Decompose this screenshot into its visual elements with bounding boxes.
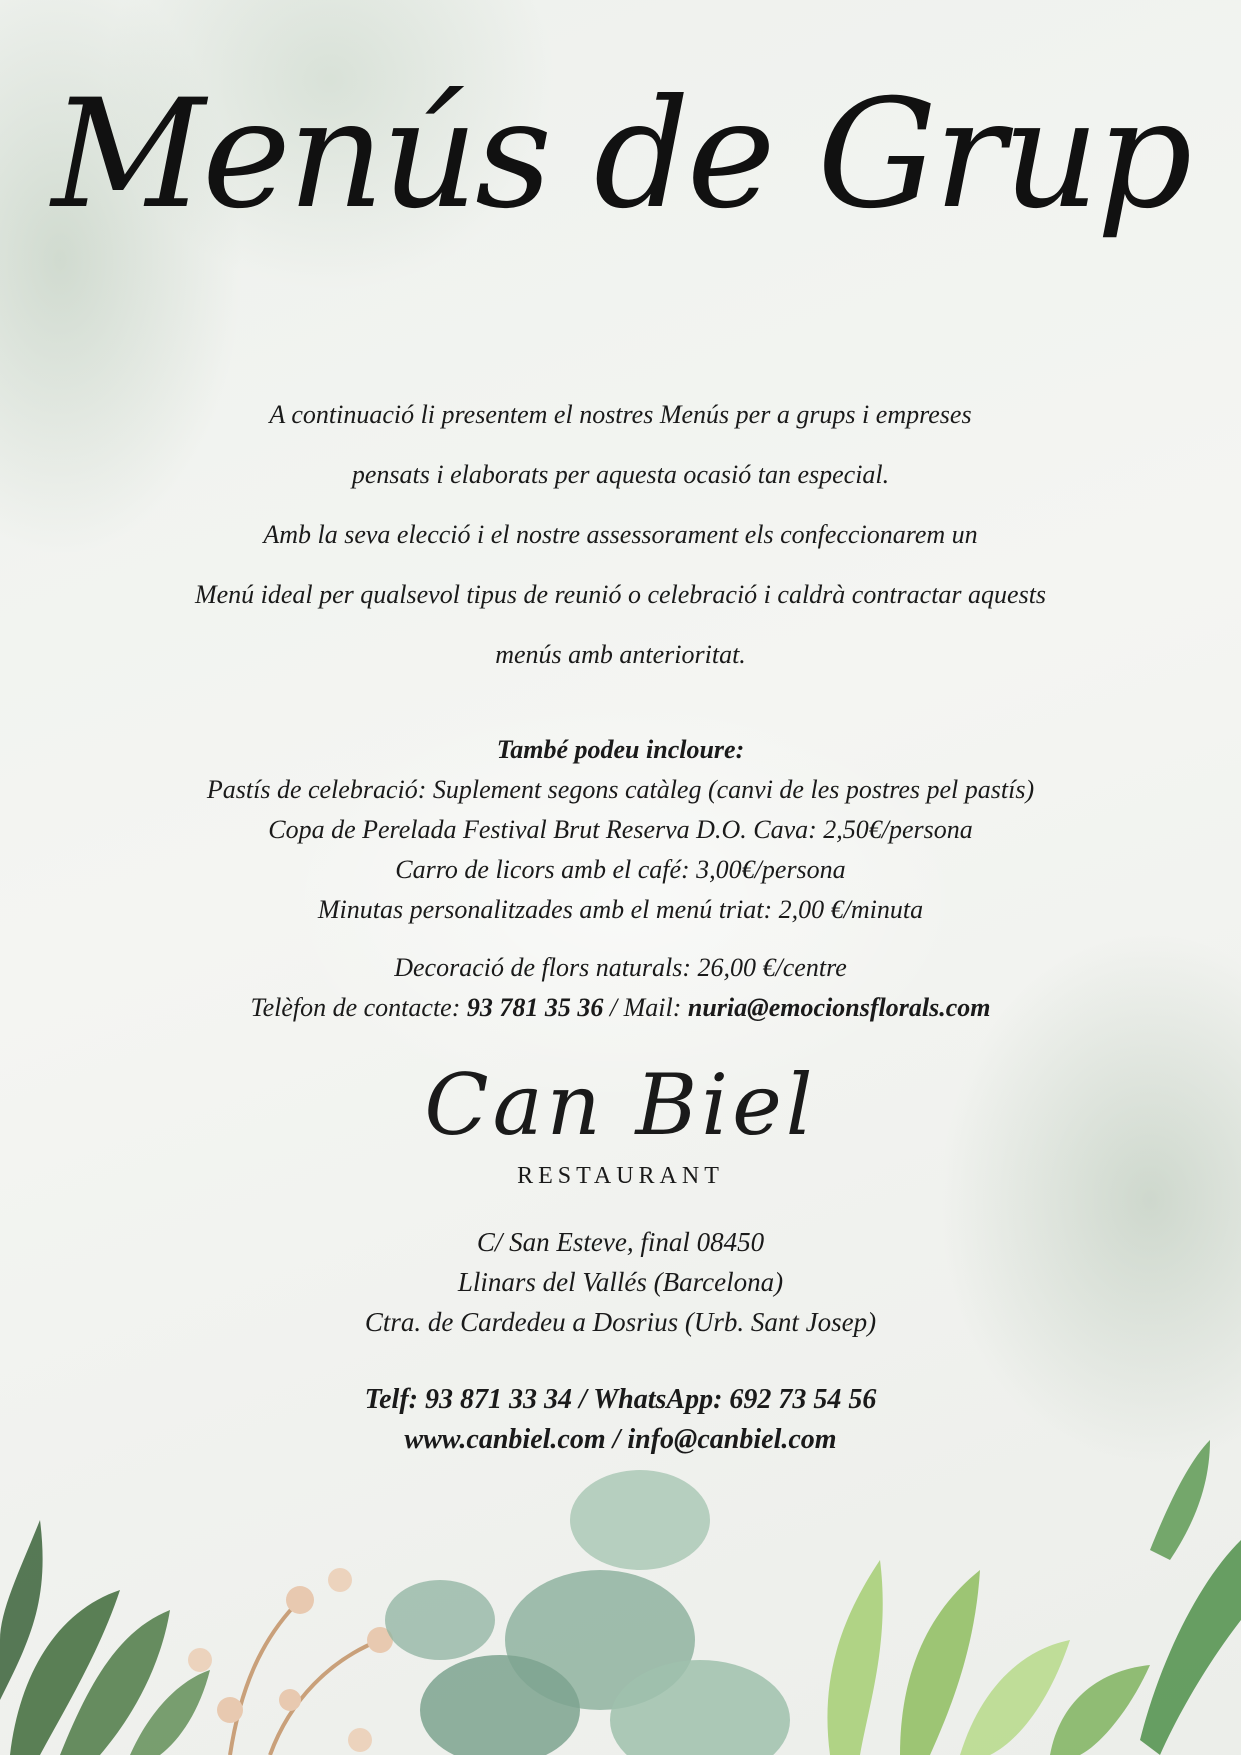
extras-item: Copa de Perelada Festival Brut Reserva D.O. Cava: 2,50€/persona (268, 815, 973, 844)
flowers-line: Decoració de flors naturals: 26,00 €/centre (394, 953, 847, 982)
extras-item: Carro de licors amb el café: 3,00€/persona (395, 855, 846, 884)
address-line: C/ San Esteve, final 08450 (476, 1227, 765, 1257)
florist-contact-line (120, 988, 1121, 1028)
address-block (120, 1222, 1121, 1342)
restaurant-logo (0, 1055, 1241, 1190)
phone-label: Telèfon de contacte: (250, 993, 461, 1022)
restaurant-web-email[interactable]: www.canbiel.com / info@canbiel.com (404, 1424, 837, 1455)
extras-section (120, 730, 1121, 1028)
eucalyptus-leaves (385, 1470, 790, 1755)
florist-email[interactable]: nuria@emocionsflorals.com (687, 993, 991, 1022)
logo-script: Can Biel (424, 1056, 817, 1154)
mail-label: Mail: (623, 993, 682, 1022)
intro-line: Menú ideal per qualsevol tipus de reunió o celebració i caldrà contractar aquests (194, 580, 1047, 609)
intro-text (120, 385, 1121, 685)
berry-sprigs (188, 1568, 393, 1755)
dark-leaves-left (0, 1520, 210, 1755)
extras-item: Pastís de celebració: Suplement segons catàleg (canvi de les postres pel pastís) (206, 775, 1035, 804)
intro-line: A continuació li presentem el nostres Menús per a grups i empreses (269, 400, 972, 429)
logo-subtitle: RESTAURANT (517, 1163, 724, 1189)
foliage-illustration (0, 1440, 1241, 1755)
intro-line: Amb la seva elecció i el nostre assessorament els confeccionarem un (263, 520, 978, 549)
extras-heading: També podeu incloure: (496, 735, 745, 764)
light-leaves-right (827, 1440, 1241, 1755)
address-line: Ctra. de Cardedeu a Dosrius (Urb. Sant Josep) (364, 1307, 877, 1337)
separator: / (609, 993, 618, 1022)
page-title: Menús de Grup (51, 68, 1190, 242)
florist-phone[interactable]: 93 781 35 36 (466, 993, 604, 1022)
extras-item: Minutas personalitzades amb el menú triat: 2,00 €/minuta (317, 895, 924, 924)
restaurant-phones[interactable]: Telf: 93 871 33 34 / WhatsApp: 692 73 54 56 (364, 1384, 877, 1415)
intro-line: pensats i elaborats per aquesta ocasió tan especial. (351, 460, 890, 489)
address-line: Llinars del Vallés (Barcelona) (457, 1267, 784, 1297)
intro-line: menús amb anterioritat. (495, 640, 746, 669)
